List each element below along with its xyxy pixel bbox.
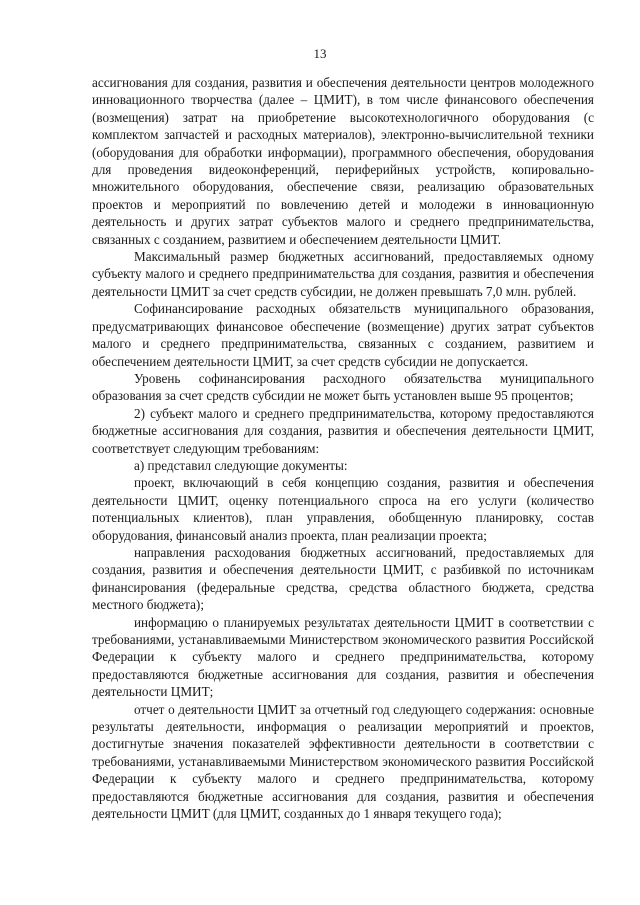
paragraph-annual-report: отчет о деятельности ЦМИТ за отчетный год следующего содержания: основные результаты деятельности, информация о реализации мероприятий и проектов, достигнутые значения показателей эффективности деятельности в соответствии с требованиями, устанавливаемыми Министерством экономического развития Российской Федерации к субъекту малого и среднего предпринимательства, которому предоставляются бюджетные ассигнования для создания, развития и обеспечения деятельности ЦМИТ (для ЦМИТ, созданных до 1 января текущего года); xyxy=(92,701,594,822)
paragraph-continuation: ассигнования для создания, развития и обеспечения деятельности центров молодежного инновационного творчества (далее – ЦМИТ), в том числе финансового обеспечения (возмещения) затрат на приобретение высокотехнологичного оборудования (с комплектом запчастей и расходных материалов), электронно-вычислительной техники (оборудования для обработки информации), программного обеспечения, оборудования для проведения видеоконференций, периферийных устройств, копировально-множительного оборудования, обеспечение связи, реализацию образовательных проектов и мероприятий по вовлечению детей и молодежи в инновационную деятельность и других затрат субъектов малого и среднего предпринимательства, связанных с созданием, развитием и обеспечением деятельности ЦМИТ. xyxy=(92,75,594,247)
paragraph-spending-directions: направления расходования бюджетных ассигнований, предоставляемых для создания, развития и обеспечения деятельности ЦМИТ, с разбивкой по источникам финансирования (федеральные средства, средства областного бюджета, средства местного бюджета); xyxy=(92,544,594,613)
paragraph-documents-list: а) представил следующие документы: xyxy=(134,457,348,473)
paragraph-max-allocation: Максимальный размер бюджетных ассигнований, предоставляемых одному субъекту малого и среднего предпринимательства для создания, развития и обеспечения деятельности ЦМИТ за счет средств субсидии, не должен превышать 7,0 млн. рублей. xyxy=(92,249,594,299)
paragraph-project: проект, включающий в себя концепцию создания, развития и обеспечения деятельности ЦМИТ, оценку потенциального спроса на его услуги (количество потенциальных клиентов), план управления, обобщенную планировку, состав оборудования, финансовый анализ проекта, план реализации проекта; xyxy=(92,475,594,543)
paragraph-cofinancing-level: Уровень софинансирования расходного обязательства муниципального образования за счет средств субсидии не может быть установлен выше 95 процентов; xyxy=(92,370,594,404)
document-body xyxy=(92,74,594,822)
page-number: 13 xyxy=(313,46,327,61)
paragraph-requirements-intro: 2) субъект малого и среднего предпринимательства, которому предоставляются бюджетные ассигнования для создания, развития и обеспечения деятельности ЦМИТ, соответствует следующим требованиям: xyxy=(92,405,594,456)
paragraph-planned-results: информацию о планируемых результатах деятельности ЦМИТ в соответствии с требованиями, устанавливаемыми Министерством экономического развития Российской Федерации к субъекту малого и среднего предпринимательства, которому предоставляются бюджетные ассигнования для создания, развития и обеспечения деятельности ЦМИТ; xyxy=(92,614,594,700)
paragraph-cofinancing-prohibition: Софинансирование расходных обязательств муниципального образования, предусматривающих финансовое обеспечение (возмещение) других затрат субъектов малого и среднего предпринимательства, связанных с созданием, развитием и обеспечением деятельности ЦМИТ, за счет средств субсидии не допускается. xyxy=(92,301,594,369)
